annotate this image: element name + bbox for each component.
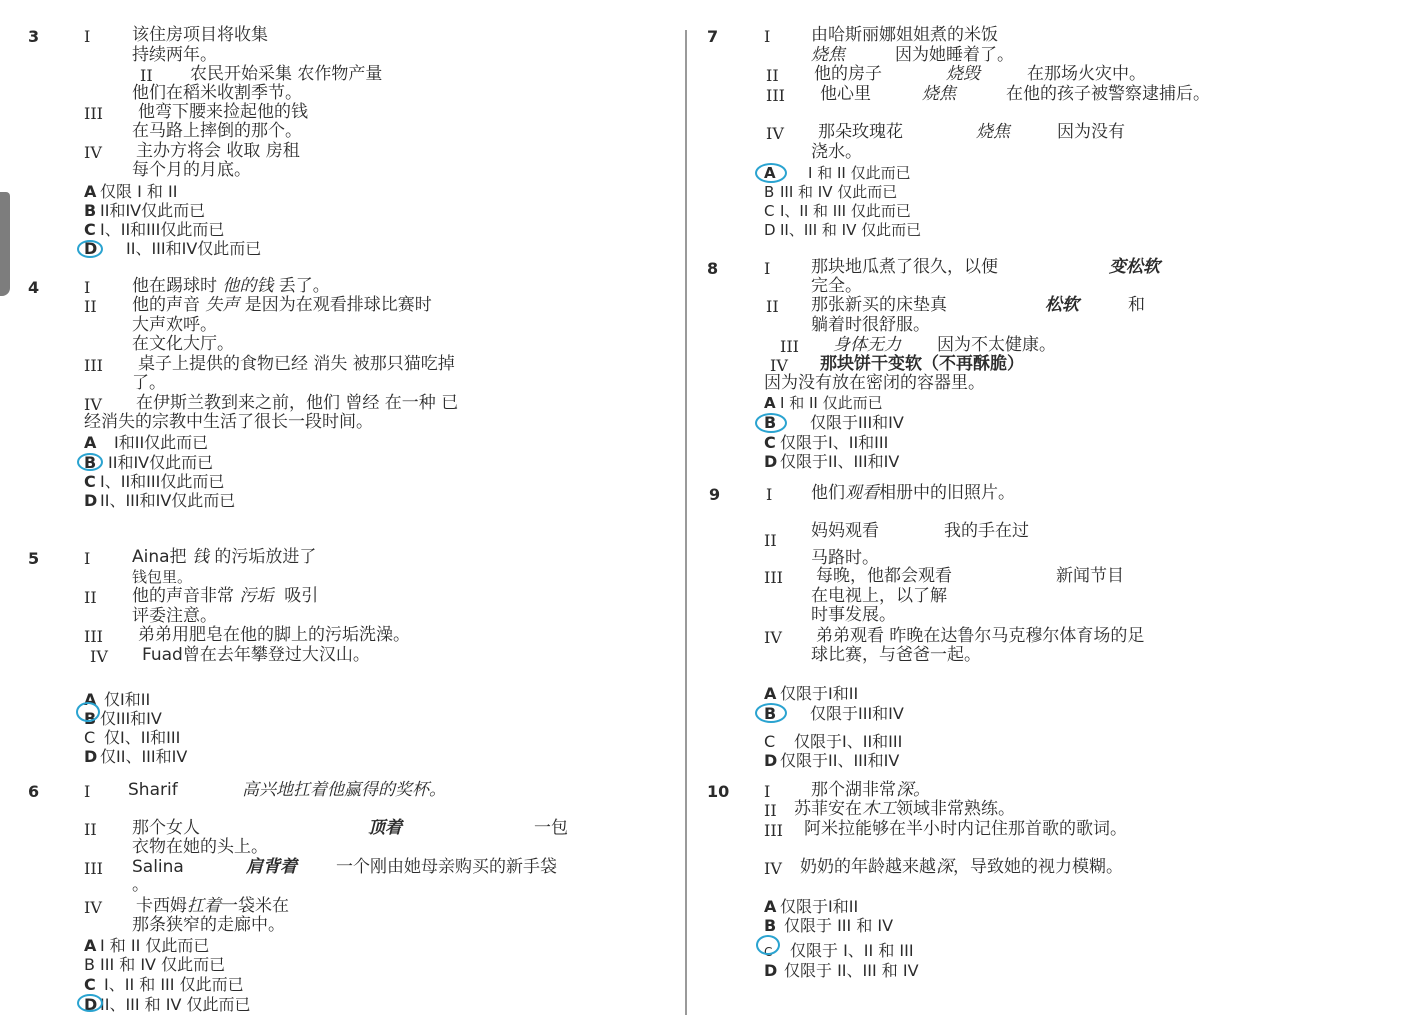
option-b[interactable]: B III 和 IV 仅此而已 bbox=[84, 955, 226, 974]
statement-text: 持续两年。 bbox=[132, 45, 217, 65]
statement-text: 躺着时很舒服。 bbox=[811, 315, 930, 335]
statement-text: 那朵玫瑰花 bbox=[818, 122, 903, 142]
statement-roman: III bbox=[766, 86, 785, 105]
statement-text: 那个女人 bbox=[132, 818, 200, 838]
statement-text: 妈妈观看 bbox=[811, 521, 879, 541]
statement-text: 在文化大厅。 bbox=[132, 334, 234, 354]
highlight-word: 他的钱 bbox=[222, 276, 274, 296]
statement-roman: II bbox=[766, 66, 779, 85]
statement-text: 我的手在过 bbox=[944, 521, 1029, 541]
statement-text: 烧焦 bbox=[922, 84, 956, 104]
statement-text: 时事发展。 bbox=[811, 605, 896, 625]
option-d[interactable]: D 仅限于II、III和IV bbox=[764, 751, 900, 770]
question-number: 4 bbox=[28, 278, 40, 297]
statement-roman: I bbox=[84, 27, 91, 46]
statement-roman: IV bbox=[764, 628, 782, 647]
statement-text: 卡西姆扛着一袋米在 bbox=[136, 896, 289, 916]
statement-text: 他的声音 失声 是因为在观看排球比赛时 bbox=[132, 295, 432, 315]
question-number: 7 bbox=[707, 27, 719, 46]
statement-roman: II bbox=[764, 531, 777, 550]
statement-text: 每个月的月底。 bbox=[132, 160, 251, 180]
statement-text: 在伊斯兰教到来之前，他们 曾经 在一种 已 bbox=[136, 393, 459, 413]
option-d[interactable]: D 仅限于 II、III 和 IV bbox=[764, 961, 919, 980]
statement-text: 他们观看相册中的旧照片。 bbox=[811, 483, 1015, 503]
option-c[interactable]: C 仅I、II和III bbox=[84, 728, 181, 747]
answer-circle-b bbox=[76, 702, 100, 722]
statement-text: 评委注意。 bbox=[132, 606, 217, 626]
statement-roman: I bbox=[764, 259, 771, 278]
option-d[interactable]: D 仅II、III和IV bbox=[84, 747, 188, 766]
statement-text: 一个刚由她母亲购买的新手袋 bbox=[336, 857, 557, 877]
statement-text: 因为没有 bbox=[1057, 122, 1125, 142]
option-a[interactable]: A I 和 II 仅此而已 bbox=[84, 936, 210, 955]
option-a[interactable]: A 仅限 I 和 II bbox=[84, 182, 178, 201]
option-d[interactable]: D II、III 和 IV 仅此而已 bbox=[764, 221, 922, 239]
answer-circle-d bbox=[77, 994, 103, 1012]
statement-text: 那张新买的床垫真 bbox=[811, 295, 947, 315]
statement-roman: III bbox=[84, 104, 103, 123]
statement-roman: III bbox=[84, 627, 103, 646]
question-number: 8 bbox=[707, 259, 719, 278]
statement-text: 农民开始采集 农作物产量 bbox=[190, 64, 383, 84]
option-c[interactable]: C 仅限于I、II和III bbox=[764, 732, 903, 751]
statement-roman: IV bbox=[764, 859, 782, 878]
statement-text: 衣物在她的头上。 bbox=[132, 837, 268, 857]
answer-circle-c bbox=[756, 935, 780, 955]
statement-text: 和 bbox=[1128, 295, 1145, 315]
statement-text: 因为不太健康。 bbox=[937, 335, 1056, 355]
statement-text: 苏菲安在木工领域非常熟练。 bbox=[794, 799, 1015, 819]
statement-text: 他的房子 bbox=[814, 64, 882, 84]
option-b[interactable]: B II和IV仅此而已 bbox=[84, 453, 214, 472]
statement-text: 那块地瓜煮了很久，以便 bbox=[811, 257, 998, 277]
statement-roman: IV bbox=[90, 647, 108, 666]
statement-text: 烧焦 bbox=[976, 122, 1010, 142]
option-a[interactable]: A I和II仅此而已 bbox=[84, 433, 209, 452]
statement-text: 他弯下腰来捡起他的钱 bbox=[138, 102, 308, 122]
statement-roman: III bbox=[764, 568, 783, 587]
statement-text: 弟弟用肥皂在他的脚上的污垢洗澡。 bbox=[138, 625, 410, 645]
statement-text: 桌子上提供的食物已经 消失 被那只猫吃掉 bbox=[138, 354, 455, 374]
page-edge-tab bbox=[0, 192, 10, 296]
option-d[interactable]: D II、III 和 IV 仅此而已 bbox=[84, 995, 251, 1014]
statement-text: 马路时。 bbox=[811, 548, 879, 568]
statement-roman: IV bbox=[84, 898, 102, 917]
statement-text: 因为没有放在密闭的容器里。 bbox=[764, 373, 985, 393]
option-a[interactable]: A 仅限于I和II bbox=[764, 897, 859, 916]
statement-text: 他们在稻米收割季节。 bbox=[132, 83, 302, 103]
option-b[interactable]: B 仅限于 III 和 IV bbox=[764, 916, 894, 935]
statement-text: 高兴地扛着他赢得的奖杯。 bbox=[242, 780, 446, 800]
option-c[interactable]: C I、II和III仅此而已 bbox=[84, 220, 225, 239]
statement-text: 松软 bbox=[1045, 295, 1079, 315]
statement-text: 肩背着 bbox=[246, 857, 297, 877]
statement-text: 由哈斯丽娜姐姐煮的米饭 bbox=[811, 25, 998, 45]
statement-text: 经消失的宗教中生活了很长一段时间。 bbox=[84, 412, 373, 432]
statement-roman: I bbox=[84, 782, 91, 801]
statement-text: 大声欢呼。 bbox=[132, 315, 217, 335]
option-c[interactable]: C 仅限于I、II和III bbox=[764, 433, 889, 452]
answer-circle-b bbox=[755, 703, 787, 723]
statement-text: 奶奶的年龄越来越深，导致她的视力模糊。 bbox=[800, 857, 1123, 877]
statement-text: 顶着 bbox=[368, 818, 402, 838]
statement-text: Fuad曾在去年攀登过大汉山。 bbox=[142, 645, 370, 665]
column-divider bbox=[685, 30, 687, 1015]
statement-text: 球比赛，与爸爸一起。 bbox=[811, 645, 981, 665]
answer-circle-a bbox=[755, 163, 787, 183]
statement-roman: III bbox=[780, 337, 799, 356]
option-a[interactable]: A I 和 II 仅此而已 bbox=[764, 394, 883, 412]
statement-text: 那块饼干变软（不再酥脆） bbox=[820, 354, 1024, 374]
statement-text: 在他的孩子被警察逮捕后。 bbox=[1006, 84, 1210, 104]
question-number: 3 bbox=[28, 27, 40, 46]
statement-roman: IV bbox=[766, 124, 784, 143]
statement-text: 身体无力 bbox=[833, 335, 901, 355]
statement-text: 钱包里。 bbox=[132, 568, 193, 586]
question-number: 6 bbox=[28, 782, 40, 801]
statement-text: 完全。 bbox=[811, 276, 862, 296]
statement-roman: I bbox=[766, 485, 773, 504]
statement-roman: I bbox=[764, 782, 771, 801]
statement-text: 那个湖非常深。 bbox=[811, 780, 930, 800]
option-a[interactable]: A 仅限于I和II bbox=[764, 684, 859, 703]
question-number: 9 bbox=[709, 485, 721, 504]
statement-text: 浇水。 bbox=[811, 142, 862, 162]
answer-circle-b bbox=[77, 453, 103, 471]
option-c[interactable]: C I、II 和 III 仅此而已 bbox=[764, 202, 911, 220]
statement-roman: II bbox=[766, 297, 779, 316]
statement-roman: III bbox=[84, 859, 103, 878]
statement-text: 烧焦 bbox=[811, 45, 845, 65]
option-b[interactable]: B 仅限于III和IV bbox=[764, 413, 904, 432]
statement-roman: II bbox=[84, 297, 97, 316]
statement-text: 。 bbox=[132, 875, 149, 895]
statement-roman: II bbox=[84, 588, 97, 607]
statement-text: 在那场火灾中。 bbox=[1027, 64, 1146, 84]
statement-text: 该住房项目将收集 bbox=[132, 25, 268, 45]
statement-text: 在马路上摔倒的那个。 bbox=[132, 121, 302, 141]
option-a[interactable]: A 仅I和II bbox=[84, 690, 151, 709]
statement-text: 他心里 bbox=[820, 84, 871, 104]
statement-roman: I bbox=[84, 549, 91, 568]
statement-roman: IV bbox=[84, 395, 102, 414]
statement-roman: IV bbox=[770, 356, 788, 375]
statement-text: Salina bbox=[132, 857, 184, 877]
statement-roman: IV bbox=[84, 143, 102, 162]
statement-text: 在电视上，以了解 bbox=[811, 586, 947, 606]
option-d[interactable]: D II、III和IV仅此而已 bbox=[84, 239, 262, 258]
statement-text: 变松软 bbox=[1109, 257, 1160, 277]
answer-circle-b bbox=[755, 413, 787, 433]
statement-text: 新闻节目 bbox=[1056, 566, 1124, 586]
statement-text: 那条狭窄的走廊中。 bbox=[132, 915, 285, 935]
statement-text: 弟弟观看 昨晚在达鲁尔马克穆尔体育场的足 bbox=[816, 626, 1145, 646]
statement-roman: II bbox=[84, 820, 97, 839]
statement-roman: I bbox=[764, 27, 771, 46]
statement-roman: I bbox=[84, 278, 91, 297]
answer-circle-d bbox=[77, 240, 103, 258]
option-b[interactable]: B 仅限于III和IV bbox=[764, 704, 904, 723]
statement-roman: III bbox=[764, 821, 783, 840]
statement-roman: II bbox=[140, 66, 153, 85]
statement-text: Aina把 钱 的污垢放进了 bbox=[132, 547, 317, 567]
statement-text: 因为她睡着了。 bbox=[895, 45, 1014, 65]
question-number: 10 bbox=[707, 782, 730, 801]
statement-roman: III bbox=[84, 356, 103, 375]
option-d[interactable]: D 仅限于II、III和IV bbox=[764, 452, 900, 471]
statement-text: 主办方将会 收取 房租 bbox=[136, 141, 300, 161]
option-d[interactable]: D II、III和IV仅此而已 bbox=[84, 491, 236, 510]
statement-text: 一包 bbox=[534, 818, 568, 838]
statement-text: 他的声音非常 污垢 吸引 bbox=[132, 586, 319, 606]
statement-text: 每晚，他都会观看 bbox=[816, 566, 952, 586]
statement-text: 了。 bbox=[132, 373, 166, 393]
option-c[interactable]: C I、II和III仅此而已 bbox=[84, 472, 225, 491]
statement-text: 阿米拉能够在半小时内记住那首歌的歌词。 bbox=[804, 819, 1127, 839]
option-c[interactable]: C 仅限于 I、II 和 III bbox=[764, 941, 914, 960]
statement-text: 烧毁 bbox=[946, 64, 980, 84]
option-c[interactable]: C I、II 和 III 仅此而已 bbox=[84, 975, 244, 994]
option-b[interactable]: B III 和 IV 仅此而已 bbox=[764, 183, 898, 201]
question-number: 5 bbox=[28, 549, 40, 568]
statement-text: Sharif bbox=[128, 780, 178, 800]
statement-roman: II bbox=[764, 801, 777, 820]
option-b[interactable]: B 仅III和IV bbox=[84, 709, 162, 728]
option-a[interactable]: A I 和 II 仅此而已 bbox=[764, 164, 911, 182]
statement-text: 他在踢球时 他的钱 丢了。 bbox=[132, 276, 330, 296]
option-b[interactable]: B II和IV仅此而已 bbox=[84, 201, 206, 220]
